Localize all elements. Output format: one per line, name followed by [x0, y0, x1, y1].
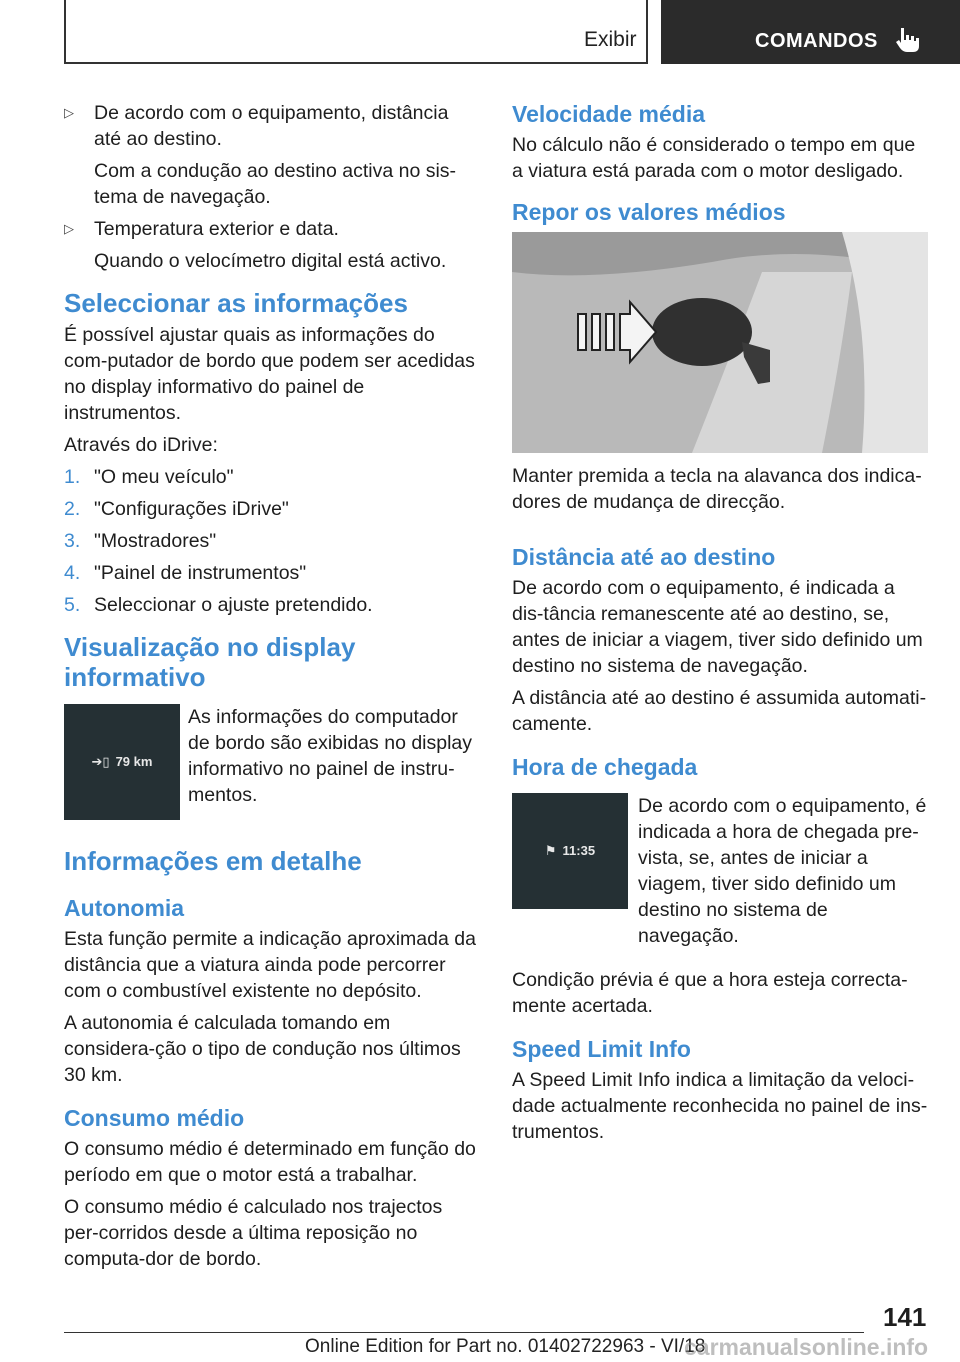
- subheading-speed: Velocidade média: [512, 101, 706, 127]
- display-figure-row: [64, 704, 476, 820]
- paragraph: A distância até ao destino é assumida automati-camente.: [512, 687, 927, 735]
- step-text: "Configurações iDrive": [94, 498, 289, 520]
- step-text: "Mostradores": [94, 530, 217, 552]
- subheading-consumption: Consumo médio: [64, 1105, 245, 1131]
- bullet-subtext: Quando o velocímetro digital está activo.: [94, 250, 447, 272]
- step-text: "Painel de instrumentos": [94, 562, 307, 584]
- display-range-value: 79 km: [115, 754, 153, 769]
- subheading-arrival: Hora de chegada: [512, 754, 698, 780]
- triangle-bullet-icon: ▷: [64, 105, 74, 120]
- list-item: [64, 528, 476, 554]
- paragraph: Esta função permite a indicação aproximada da distância que a viatura ainda pode percorrer com o combustível existente no depósito.: [64, 928, 476, 1002]
- display-arrival-value: 11:35: [562, 843, 596, 858]
- display-arrival-figure: [512, 793, 628, 909]
- display-range-figure: [64, 704, 180, 820]
- subheading-reset: Repor os valores médios: [512, 199, 786, 225]
- section-heading-display: Visualização no display informativo: [64, 632, 356, 692]
- left-column: [64, 100, 476, 1278]
- page-number: 141: [883, 1302, 927, 1332]
- destination-flag-icon: ⚑: [544, 843, 557, 858]
- subheading-range: Autonomia: [64, 895, 185, 921]
- step-number: 5.: [64, 594, 81, 616]
- range-arrow-icon: ➔▯: [91, 754, 110, 769]
- list-item: [64, 100, 476, 152]
- step-number: 1.: [64, 466, 81, 488]
- subheading-distance: Distância até ao destino: [512, 544, 776, 570]
- bullet-text: De acordo com o equipamento, distância até ao destino.: [94, 102, 449, 150]
- watermark: carmanualsonline.info: [684, 1334, 929, 1360]
- list-item: [64, 216, 476, 242]
- paragraph: No cálculo não é considerado o tempo em que a viatura está parada com o motor desligado.: [512, 134, 916, 182]
- pointing-hand-icon: [895, 26, 921, 59]
- step-number: 2.: [64, 498, 81, 520]
- triangle-bullet-icon: ▷: [64, 221, 74, 236]
- list-item: [64, 464, 476, 490]
- header-section-label: Exibir: [584, 28, 637, 51]
- paragraph: A Speed Limit Info indica a limitação da veloci-dade actualmente reconhecida no painel de ins-trumentos.: [512, 1069, 928, 1143]
- paragraph: De acordo com o equipamento, é indicada a hora de chegada pre-vista, se, antes de iniciar a viagem, tiver sido definido um destino no sistema de navegação.: [638, 795, 927, 947]
- paragraph: A autonomia é calculada tomando em considera-ção o tipo de condução nos últimos 30 km.: [64, 1012, 461, 1086]
- stalk-button-photo: [512, 232, 928, 453]
- paragraph: Manter premida a tecla na alavanca dos indica-dores de mudança de direcção.: [512, 465, 922, 513]
- right-column: [512, 100, 928, 1151]
- bullet-subtext: Com a condução ao destino activa no sis-tema de navegação.: [94, 160, 457, 208]
- list-item: [64, 560, 476, 586]
- steps-list: [64, 464, 476, 618]
- list-item: [64, 496, 476, 522]
- section-heading-detail: Informações em detalhe: [64, 846, 362, 876]
- header-chapter-label: COMANDOS: [755, 30, 878, 52]
- section-heading-select: Seleccionar as informações: [64, 288, 408, 318]
- header-left-frame: [64, 0, 648, 64]
- footer-edition: Online Edition for Part no. 01402722963 - VI/18: [305, 1336, 706, 1357]
- list-item: [64, 592, 476, 618]
- paragraph: É possível ajustar quais as informações do com-putador de bordo que podem ser acedidas no display informativo do painel de instrumentos.: [64, 324, 475, 424]
- header-chapter-tab: [661, 0, 960, 64]
- bullet-text: Temperatura exterior e data.: [94, 218, 339, 240]
- arrival-figure-row: [512, 793, 928, 955]
- step-text: "O meu veículo": [94, 466, 234, 488]
- paragraph: O consumo médio é determinado em função do período em que o motor está a trabalhar.: [64, 1138, 476, 1186]
- paragraph: O consumo médio é calculado nos trajectos per-corridos desde a última reposição no computa-dor de bordo.: [64, 1196, 443, 1270]
- paragraph: De acordo com o equipamento, é indicada a dis-tância remanescente até ao destino, se, antes de iniciar a viagem, tiver sido definido um destino no sistema de navegação.: [512, 577, 923, 677]
- paragraph: Através do iDrive:: [64, 434, 218, 456]
- paragraph: As informações do computador de bordo são exibidas no display informativo no painel de instru-mentos.: [188, 706, 473, 806]
- step-text: Seleccionar o ajuste pretendido.: [94, 594, 373, 616]
- step-number: 4.: [64, 562, 81, 584]
- paragraph: Condição prévia é que a hora esteja correcta-mente acertada.: [512, 969, 908, 1017]
- subheading-speed-limit-info: Speed Limit Info: [512, 1036, 691, 1062]
- footer-divider: [64, 1332, 864, 1333]
- step-number: 3.: [64, 530, 81, 552]
